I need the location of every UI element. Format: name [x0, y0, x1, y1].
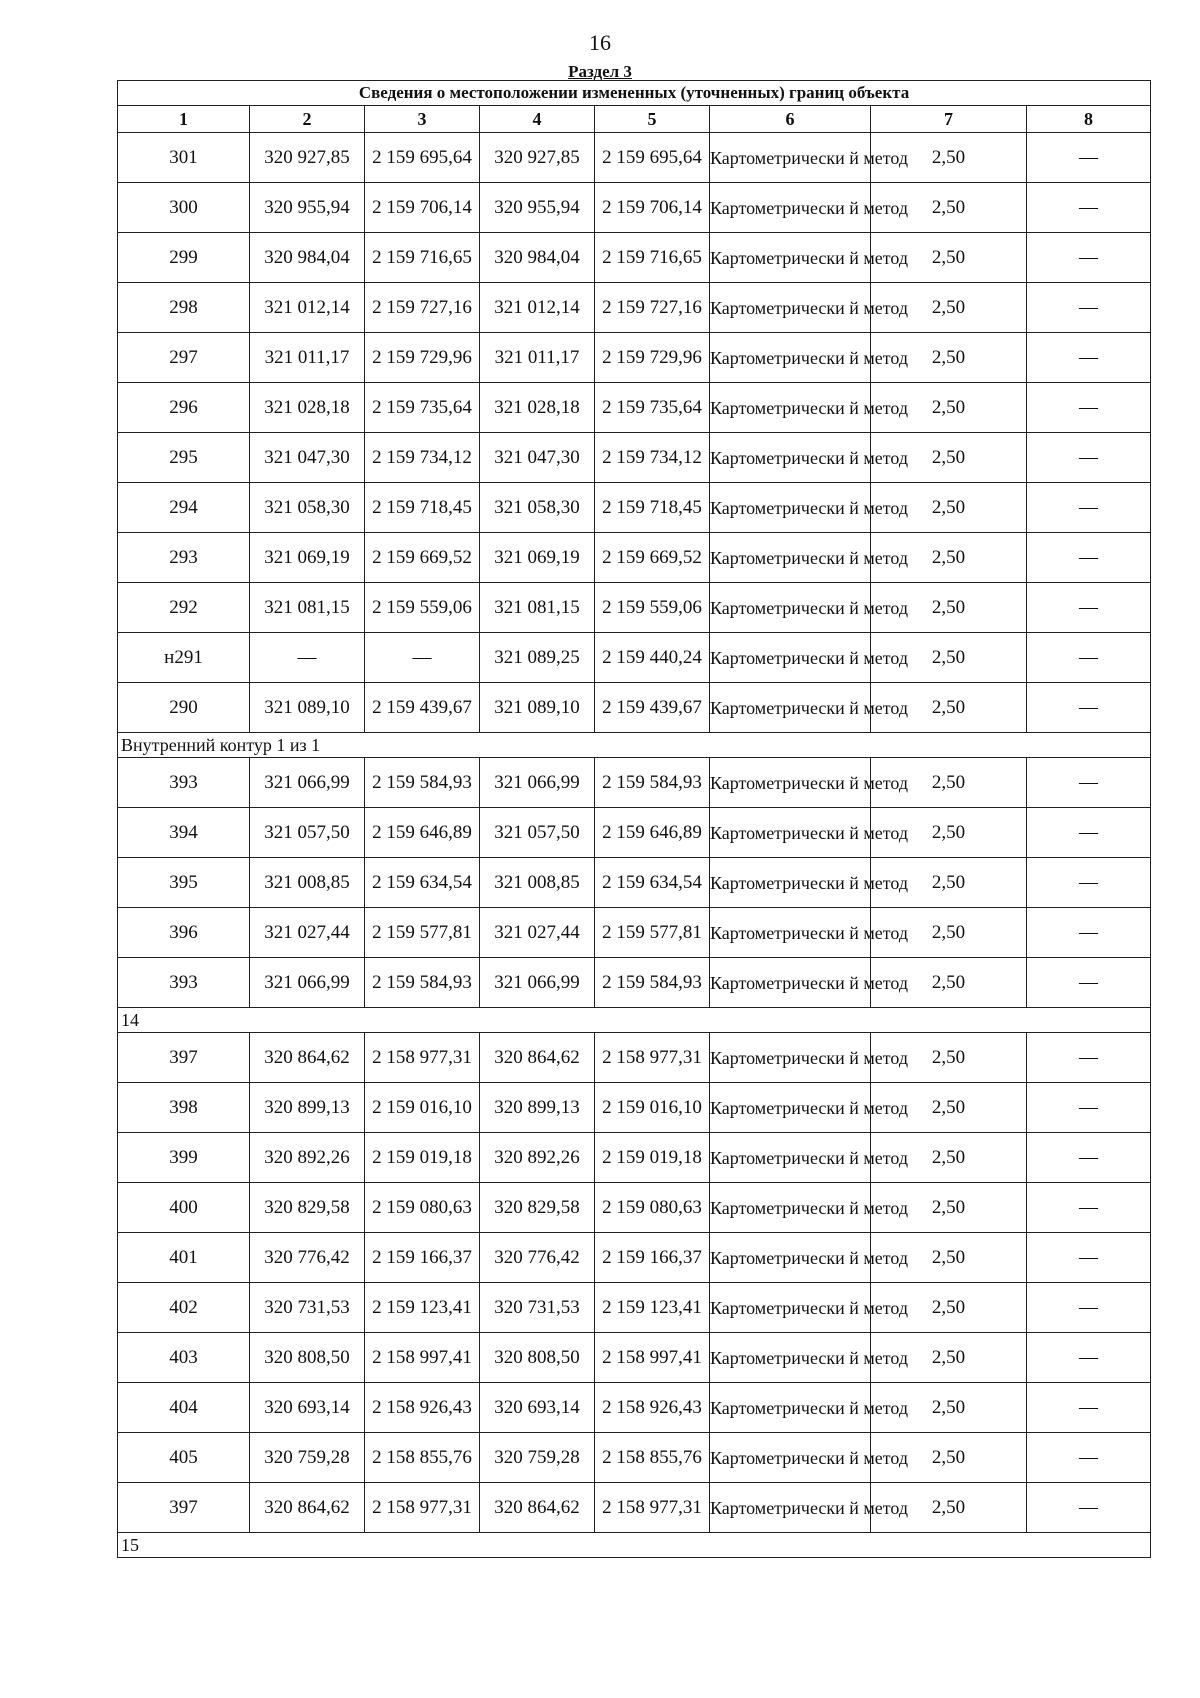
method-cell: Картометрически й метод — [710, 858, 871, 908]
point-number-cell: 396 — [118, 908, 250, 958]
point-number-cell: 393 — [118, 758, 250, 808]
y-new-cell: 2 159 734,12 — [595, 433, 710, 483]
x-old-cell: 321 069,19 — [250, 533, 365, 583]
y-new-cell: 2 159 695,64 — [595, 133, 710, 183]
method-cell: Картометрически й метод — [710, 1433, 871, 1483]
point-number-cell: 405 — [118, 1433, 250, 1483]
method-cell: Картометрически й метод — [710, 958, 871, 1008]
table-row — [118, 1483, 1151, 1533]
note-cell: — — [1027, 533, 1151, 583]
table-row — [118, 1333, 1151, 1383]
accuracy-cell: 2,50 — [871, 758, 1027, 808]
x-new-cell: 321 011,17 — [480, 333, 595, 383]
accuracy-cell: 2,50 — [871, 283, 1027, 333]
accuracy-cell: 2,50 — [871, 183, 1027, 233]
x-old-cell: 320 864,62 — [250, 1033, 365, 1083]
y-old-cell: 2 159 123,41 — [365, 1283, 480, 1333]
note-cell: — — [1027, 1383, 1151, 1433]
x-old-cell: 320 808,50 — [250, 1333, 365, 1383]
point-number-cell: 294 — [118, 483, 250, 533]
table-row — [118, 858, 1151, 908]
accuracy-cell: 2,50 — [871, 333, 1027, 383]
x-old-cell: 321 008,85 — [250, 858, 365, 908]
y-new-cell: 2 159 716,65 — [595, 233, 710, 283]
table-row — [118, 233, 1151, 283]
y-old-cell: 2 159 729,96 — [365, 333, 480, 383]
accuracy-cell: 2,50 — [871, 133, 1027, 183]
y-old-cell: 2 159 584,93 — [365, 958, 480, 1008]
note-cell: — — [1027, 383, 1151, 433]
x-new-cell: 320 829,58 — [480, 1183, 595, 1233]
accuracy-cell: 2,50 — [871, 1183, 1027, 1233]
accuracy-cell: 2,50 — [871, 858, 1027, 908]
x-new-cell: 321 081,15 — [480, 583, 595, 633]
x-new-cell: 320 693,14 — [480, 1383, 595, 1433]
table-header-row — [118, 106, 1151, 133]
x-old-cell: 320 927,85 — [250, 133, 365, 183]
coordinates-table — [117, 80, 1151, 1558]
method-cell: Картометрически й метод — [710, 1283, 871, 1333]
x-new-cell: 320 759,28 — [480, 1433, 595, 1483]
note-cell: — — [1027, 1083, 1151, 1133]
point-number-cell: 400 — [118, 1183, 250, 1233]
y-new-cell: 2 159 634,54 — [595, 858, 710, 908]
table-row — [118, 1233, 1151, 1283]
method-cell: Картометрически й метод — [710, 633, 871, 683]
x-old-cell: 320 829,58 — [250, 1183, 365, 1233]
x-new-cell: 320 899,13 — [480, 1083, 595, 1133]
x-new-cell: 321 057,50 — [480, 808, 595, 858]
y-old-cell: 2 159 716,65 — [365, 233, 480, 283]
y-old-cell: 2 159 559,06 — [365, 583, 480, 633]
method-cell: Картометрически й метод — [710, 233, 871, 283]
column-header: 8 — [1027, 106, 1151, 133]
y-old-cell: 2 159 166,37 — [365, 1233, 480, 1283]
x-new-cell: 321 058,30 — [480, 483, 595, 533]
accuracy-cell: 2,50 — [871, 1483, 1027, 1533]
table-row — [118, 383, 1151, 433]
y-new-cell: 2 158 977,31 — [595, 1483, 710, 1533]
table-body — [118, 133, 1151, 1558]
table-row — [118, 808, 1151, 858]
y-old-cell: 2 159 439,67 — [365, 683, 480, 733]
point-number-cell: 399 — [118, 1133, 250, 1183]
note-cell: — — [1027, 483, 1151, 533]
table-caption: Сведения о местоположении измененных (уточненных) границ объекта — [118, 81, 1151, 106]
y-old-cell: 2 158 926,43 — [365, 1383, 480, 1433]
x-new-cell: 320 892,26 — [480, 1133, 595, 1183]
y-old-cell: 2 159 734,12 — [365, 433, 480, 483]
note-cell: — — [1027, 908, 1151, 958]
point-number-cell: 293 — [118, 533, 250, 583]
method-cell: Картометрически й метод — [710, 1383, 871, 1433]
accuracy-cell: 2,50 — [871, 533, 1027, 583]
table-row — [118, 483, 1151, 533]
note-cell: — — [1027, 433, 1151, 483]
note-cell: — — [1027, 1483, 1151, 1533]
x-new-cell: 321 089,25 — [480, 633, 595, 683]
y-new-cell: 2 158 855,76 — [595, 1433, 710, 1483]
x-old-cell: 320 984,04 — [250, 233, 365, 283]
column-header: 5 — [595, 106, 710, 133]
x-old-cell: 321 066,99 — [250, 958, 365, 1008]
x-new-cell: 321 069,19 — [480, 533, 595, 583]
y-new-cell: 2 159 080,63 — [595, 1183, 710, 1233]
y-old-cell: 2 158 977,31 — [365, 1033, 480, 1083]
table-row — [118, 633, 1151, 683]
group-label: Внутренний контур 1 из 1 — [118, 733, 1151, 758]
note-cell: — — [1027, 1333, 1151, 1383]
note-cell: — — [1027, 1033, 1151, 1083]
point-number-cell: 300 — [118, 183, 250, 233]
accuracy-cell: 2,50 — [871, 1033, 1027, 1083]
y-new-cell: 2 159 646,89 — [595, 808, 710, 858]
note-cell: — — [1027, 758, 1151, 808]
x-old-cell: 320 731,53 — [250, 1283, 365, 1333]
accuracy-cell: 2,50 — [871, 483, 1027, 533]
x-new-cell: 321 047,30 — [480, 433, 595, 483]
table-row — [118, 1083, 1151, 1133]
method-cell: Картометрически й метод — [710, 808, 871, 858]
point-number-cell: 398 — [118, 1083, 250, 1133]
y-old-cell: 2 159 584,93 — [365, 758, 480, 808]
x-old-cell: 320 864,62 — [250, 1483, 365, 1533]
point-number-cell: 402 — [118, 1283, 250, 1333]
group-row — [118, 1533, 1151, 1558]
method-cell: Картометрически й метод — [710, 433, 871, 483]
point-number-cell: 403 — [118, 1333, 250, 1383]
x-old-cell: 320 955,94 — [250, 183, 365, 233]
x-old-cell: 320 693,14 — [250, 1383, 365, 1433]
accuracy-cell: 2,50 — [871, 1383, 1027, 1433]
method-cell: Картометрически й метод — [710, 758, 871, 808]
method-cell: Картометрически й метод — [710, 333, 871, 383]
y-old-cell: 2 158 997,41 — [365, 1333, 480, 1383]
x-old-cell: 321 081,15 — [250, 583, 365, 633]
accuracy-cell: 2,50 — [871, 1233, 1027, 1283]
x-new-cell: 320 955,94 — [480, 183, 595, 233]
note-cell: — — [1027, 683, 1151, 733]
x-new-cell: 320 776,42 — [480, 1233, 595, 1283]
note-cell: — — [1027, 1433, 1151, 1483]
x-new-cell: 321 028,18 — [480, 383, 595, 433]
table-row — [118, 1433, 1151, 1483]
y-new-cell: 2 159 584,93 — [595, 958, 710, 1008]
method-cell: Картометрически й метод — [710, 283, 871, 333]
y-new-cell: 2 159 584,93 — [595, 758, 710, 808]
y-new-cell: 2 159 016,10 — [595, 1083, 710, 1133]
table-row — [118, 1033, 1151, 1083]
accuracy-cell: 2,50 — [871, 1283, 1027, 1333]
y-new-cell: 2 158 997,41 — [595, 1333, 710, 1383]
point-number-cell: 292 — [118, 583, 250, 633]
method-cell: Картометрически й метод — [710, 1183, 871, 1233]
note-cell: — — [1027, 233, 1151, 283]
table-row — [118, 1383, 1151, 1433]
y-old-cell: 2 158 977,31 — [365, 1483, 480, 1533]
note-cell: — — [1027, 1233, 1151, 1283]
point-number-cell: 299 — [118, 233, 250, 283]
method-cell: Картометрически й метод — [710, 1483, 871, 1533]
y-old-cell: 2 159 577,81 — [365, 908, 480, 958]
point-number-cell: 397 — [118, 1033, 250, 1083]
x-new-cell: 320 984,04 — [480, 233, 595, 283]
x-old-cell: — — [250, 633, 365, 683]
accuracy-cell: 2,50 — [871, 958, 1027, 1008]
x-old-cell: 321 027,44 — [250, 908, 365, 958]
section-title: Раздел 3 — [568, 62, 632, 81]
note-cell: — — [1027, 183, 1151, 233]
x-new-cell: 321 008,85 — [480, 858, 595, 908]
y-old-cell: 2 159 669,52 — [365, 533, 480, 583]
x-new-cell: 320 927,85 — [480, 133, 595, 183]
y-new-cell: 2 159 669,52 — [595, 533, 710, 583]
note-cell: — — [1027, 958, 1151, 1008]
x-new-cell: 320 864,62 — [480, 1033, 595, 1083]
accuracy-cell: 2,50 — [871, 683, 1027, 733]
y-new-cell: 2 159 727,16 — [595, 283, 710, 333]
y-new-cell: 2 158 977,31 — [595, 1033, 710, 1083]
method-cell: Картометрически й метод — [710, 1133, 871, 1183]
group-label: 15 — [118, 1533, 1151, 1558]
x-old-cell: 321 047,30 — [250, 433, 365, 483]
point-number-cell: 296 — [118, 383, 250, 433]
point-number-cell: 401 — [118, 1233, 250, 1283]
column-header: 1 — [118, 106, 250, 133]
x-new-cell: 321 027,44 — [480, 908, 595, 958]
column-header: 6 — [710, 106, 871, 133]
x-old-cell: 320 759,28 — [250, 1433, 365, 1483]
y-new-cell: 2 159 718,45 — [595, 483, 710, 533]
x-new-cell: 320 808,50 — [480, 1333, 595, 1383]
y-old-cell: — — [365, 633, 480, 683]
accuracy-cell: 2,50 — [871, 633, 1027, 683]
y-new-cell: 2 159 439,67 — [595, 683, 710, 733]
method-cell: Картометрически й метод — [710, 1233, 871, 1283]
method-cell: Картометрически й метод — [710, 583, 871, 633]
y-old-cell: 2 159 019,18 — [365, 1133, 480, 1183]
y-new-cell: 2 159 735,64 — [595, 383, 710, 433]
note-cell: — — [1027, 1183, 1151, 1233]
x-old-cell: 321 012,14 — [250, 283, 365, 333]
accuracy-cell: 2,50 — [871, 908, 1027, 958]
method-cell: Картометрически й метод — [710, 1333, 871, 1383]
x-new-cell: 321 089,10 — [480, 683, 595, 733]
group-row — [118, 733, 1151, 758]
y-new-cell: 2 158 926,43 — [595, 1383, 710, 1433]
table-row — [118, 433, 1151, 483]
note-cell: — — [1027, 133, 1151, 183]
accuracy-cell: 2,50 — [871, 233, 1027, 283]
table-row — [118, 283, 1151, 333]
note-cell: — — [1027, 808, 1151, 858]
table-row — [118, 133, 1151, 183]
y-old-cell: 2 159 016,10 — [365, 1083, 480, 1133]
point-number-cell: 298 — [118, 283, 250, 333]
point-number-cell: н291 — [118, 633, 250, 683]
method-cell: Картометрически й метод — [710, 483, 871, 533]
point-number-cell: 394 — [118, 808, 250, 858]
table-row — [118, 958, 1151, 1008]
accuracy-cell: 2,50 — [871, 808, 1027, 858]
table-row — [118, 183, 1151, 233]
note-cell: — — [1027, 1133, 1151, 1183]
method-cell: Картометрически й метод — [710, 1033, 871, 1083]
x-old-cell: 321 011,17 — [250, 333, 365, 383]
point-number-cell: 295 — [118, 433, 250, 483]
note-cell: — — [1027, 633, 1151, 683]
y-new-cell: 2 159 559,06 — [595, 583, 710, 633]
table-row — [118, 683, 1151, 733]
method-cell: Картометрически й метод — [710, 383, 871, 433]
point-number-cell: 297 — [118, 333, 250, 383]
note-cell: — — [1027, 283, 1151, 333]
y-old-cell: 2 159 080,63 — [365, 1183, 480, 1233]
column-header: 3 — [365, 106, 480, 133]
y-old-cell: 2 158 855,76 — [365, 1433, 480, 1483]
table-row — [118, 1133, 1151, 1183]
y-new-cell: 2 159 706,14 — [595, 183, 710, 233]
x-new-cell: 321 066,99 — [480, 758, 595, 808]
x-old-cell: 321 066,99 — [250, 758, 365, 808]
y-old-cell: 2 159 727,16 — [365, 283, 480, 333]
note-cell: — — [1027, 1283, 1151, 1333]
x-new-cell: 320 731,53 — [480, 1283, 595, 1333]
accuracy-cell: 2,50 — [871, 1133, 1027, 1183]
y-new-cell: 2 159 166,37 — [595, 1233, 710, 1283]
y-old-cell: 2 159 634,54 — [365, 858, 480, 908]
y-new-cell: 2 159 123,41 — [595, 1283, 710, 1333]
y-old-cell: 2 159 695,64 — [365, 133, 480, 183]
y-old-cell: 2 159 706,14 — [365, 183, 480, 233]
page-number: 16 — [589, 30, 611, 55]
table-row — [118, 533, 1151, 583]
y-new-cell: 2 159 729,96 — [595, 333, 710, 383]
x-new-cell: 321 012,14 — [480, 283, 595, 333]
table-row — [118, 908, 1151, 958]
x-old-cell: 321 028,18 — [250, 383, 365, 433]
accuracy-cell: 2,50 — [871, 433, 1027, 483]
point-number-cell: 395 — [118, 858, 250, 908]
accuracy-cell: 2,50 — [871, 1433, 1027, 1483]
table-row — [118, 333, 1151, 383]
method-cell: Картометрически й метод — [710, 1083, 871, 1133]
x-old-cell: 320 899,13 — [250, 1083, 365, 1133]
x-new-cell: 321 066,99 — [480, 958, 595, 1008]
point-number-cell: 290 — [118, 683, 250, 733]
note-cell: — — [1027, 858, 1151, 908]
method-cell: Картометрически й метод — [710, 533, 871, 583]
column-header: 4 — [480, 106, 595, 133]
method-cell: Картометрически й метод — [710, 183, 871, 233]
accuracy-cell: 2,50 — [871, 1333, 1027, 1383]
group-label: 14 — [118, 1008, 1151, 1033]
method-cell: Картометрически й метод — [710, 908, 871, 958]
x-old-cell: 321 089,10 — [250, 683, 365, 733]
x-old-cell: 320 776,42 — [250, 1233, 365, 1283]
point-number-cell: 301 — [118, 133, 250, 183]
y-old-cell: 2 159 718,45 — [365, 483, 480, 533]
note-cell: — — [1027, 333, 1151, 383]
y-new-cell: 2 159 577,81 — [595, 908, 710, 958]
group-row — [118, 1008, 1151, 1033]
table-row — [118, 758, 1151, 808]
x-old-cell: 321 058,30 — [250, 483, 365, 533]
accuracy-cell: 2,50 — [871, 583, 1027, 633]
table-row — [118, 1283, 1151, 1333]
x-new-cell: 320 864,62 — [480, 1483, 595, 1533]
point-number-cell: 404 — [118, 1383, 250, 1433]
y-old-cell: 2 159 735,64 — [365, 383, 480, 433]
method-cell: Картометрически й метод — [710, 133, 871, 183]
point-number-cell: 397 — [118, 1483, 250, 1533]
accuracy-cell: 2,50 — [871, 1083, 1027, 1133]
table-row — [118, 1183, 1151, 1233]
x-old-cell: 320 892,26 — [250, 1133, 365, 1183]
column-header: 2 — [250, 106, 365, 133]
note-cell: — — [1027, 583, 1151, 633]
method-cell: Картометрически й метод — [710, 683, 871, 733]
table-row — [118, 583, 1151, 633]
accuracy-cell: 2,50 — [871, 383, 1027, 433]
y-old-cell: 2 159 646,89 — [365, 808, 480, 858]
y-new-cell: 2 159 019,18 — [595, 1133, 710, 1183]
point-number-cell: 393 — [118, 958, 250, 1008]
column-header: 7 — [871, 106, 1027, 133]
y-new-cell: 2 159 440,24 — [595, 633, 710, 683]
x-old-cell: 321 057,50 — [250, 808, 365, 858]
